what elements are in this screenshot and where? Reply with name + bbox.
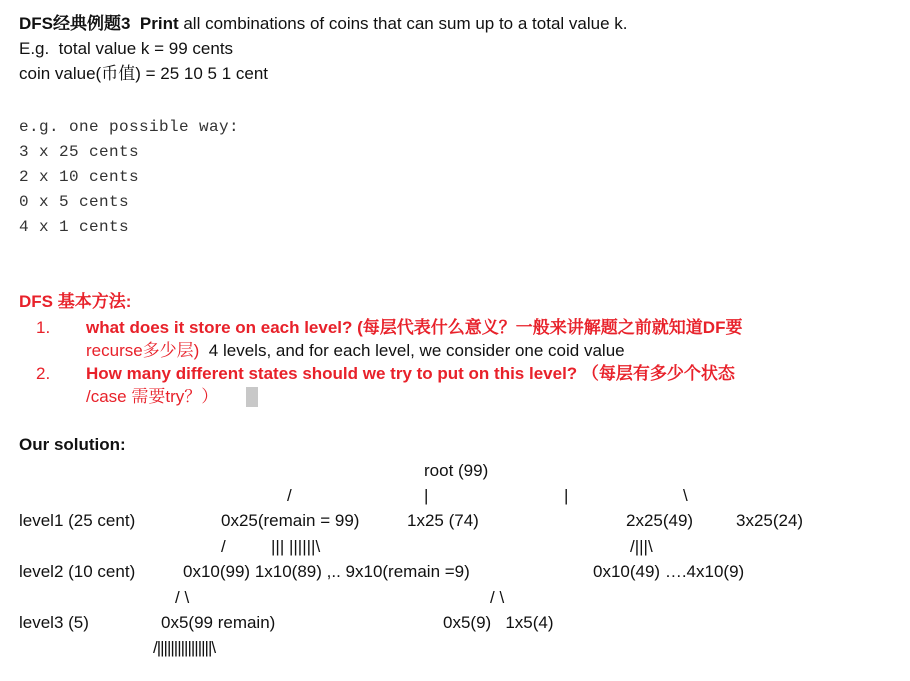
- tree-branch: /: [287, 486, 292, 505]
- method-item-1-num: 1.: [36, 318, 51, 337]
- tree-branch: /||||||||||||||||\: [153, 638, 216, 657]
- example-line-3: 0 x 5 cents: [19, 193, 130, 211]
- method-title: DFS 基本方法:: [19, 292, 132, 311]
- level1-node: 0x25(remain = 99): [221, 511, 360, 530]
- problem-title-bold: DFS经典例题3 Print: [19, 14, 179, 33]
- example-line-4: 4 x 1 cents: [19, 218, 130, 236]
- solution-title: Our solution:: [19, 435, 126, 454]
- tree-branch: / \: [175, 588, 190, 607]
- level1-label: level1 (25 cent): [19, 511, 136, 530]
- level1-node: 3x25(24): [736, 511, 804, 530]
- level1-node: 2x25(49): [626, 511, 694, 530]
- level3-node: 0x5(9) 1x5(4): [443, 613, 554, 632]
- method-item-2-num: 2.: [36, 364, 51, 383]
- tree-branch: |: [564, 486, 569, 505]
- method-item-1-line2-red: recurse多少层): [86, 341, 200, 360]
- method-item-1-line2-note: 4 levels, and for each level, we consider one coid value: [199, 341, 625, 360]
- tree-branch: ||| ||||||\: [271, 537, 321, 556]
- method-item-2-line2: /case 需要try？）: [86, 387, 219, 406]
- example-total: E.g. total value k = 99 cents: [19, 39, 234, 58]
- level3-node: 0x5(99 remain): [161, 613, 276, 632]
- problem-title: [19, 14, 627, 34]
- level2-node: 0x10(99) 1x10(89) ,.. 9x10(remain =9): [183, 562, 470, 581]
- tree-branch: \: [683, 486, 688, 505]
- level1-node: 1x25 (74): [407, 511, 479, 530]
- level2-label: level2 (10 cent): [19, 562, 136, 581]
- example-line-2: 2 x 10 cents: [19, 168, 140, 186]
- level3-label: level3 (5): [19, 613, 89, 632]
- example-line-1: 3 x 25 cents: [19, 143, 140, 161]
- tree-root: root (99): [424, 461, 489, 480]
- problem-title-text: all combinations of coins that can sum up to a total value k.: [178, 14, 628, 33]
- tree-branch: /|||\: [630, 537, 653, 556]
- coin-values: coin value(币值) = 25 10 5 1 cent: [19, 64, 268, 83]
- tree-branch: / \: [490, 588, 505, 607]
- method-item-1-line2: [86, 341, 625, 361]
- tree-branch: /: [221, 537, 226, 556]
- example-line-0: e.g. one possible way:: [19, 118, 240, 136]
- level2-node: 0x10(49) ….4x10(9): [593, 562, 745, 581]
- tree-branch: |: [424, 486, 429, 505]
- text-cursor: [246, 387, 258, 407]
- method-item-1-text: what does it store on each level? (每层代表什么意义？一般来讲解题之前就知道DF要: [86, 318, 743, 337]
- method-item-2-text: How many different states should we try to put on this level? （每层有多少个状态: [86, 364, 735, 383]
